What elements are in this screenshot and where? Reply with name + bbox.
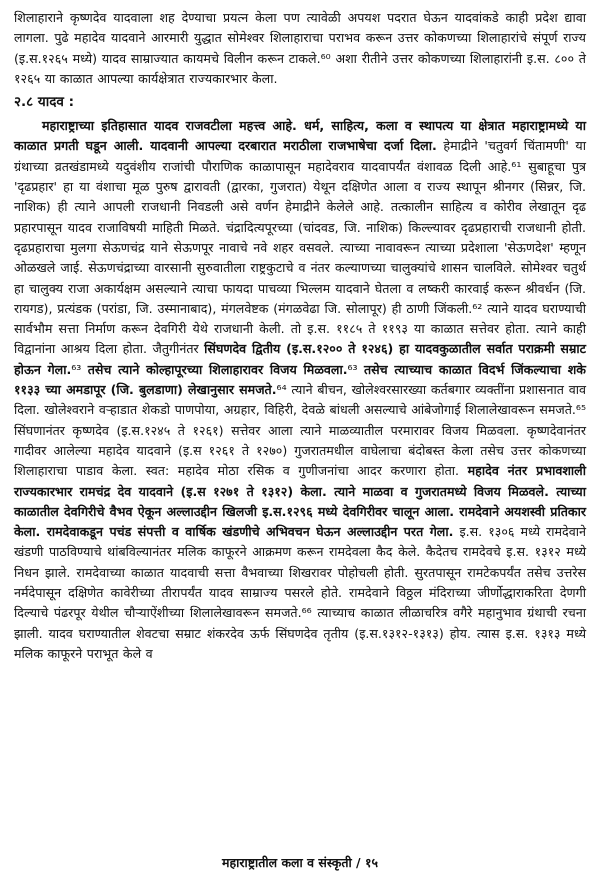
text-run: ⁶³ [71, 361, 88, 377]
bold-text-run: तसेच त्याने कोल्हापूरच्या शिलाहारावर विजय मिळवला. [87, 361, 348, 377]
bold-text-run: तसेच त्याच्याच काळात विदर्भ जिंकल्याचा शके ११३३ च्या अमडापूर (जि. बुलडाणा) लेखानुसार समजते. [14, 361, 586, 398]
bold-text-run: महाराष्ट्राच्या इतिहासात यादव राजवटीला महत्त्व आहे. धर्म, साहित्य, कला व स्थापत्य या क्षेत्रात महाराष्ट्रामध्ये या काळात प्रगती घडून आली. यादवानी आपल्या दरबारात मराठीला राजभाषेचा दर्जा दिला. [14, 118, 586, 154]
bold-text-run: महादेव नंतर प्रभावशाली राज्यकारभार रामचंद्र देव यादवाने (इ.स १२७१ ते १३१२) केला. त्याने माळवा व गुजरातमध्ये विजय मिळवले. त्याच्या काळातील देवगिरीचे वैभव ऐकून अल्लाउद्दीन खिलजी इ.स.१२९६ मध्ये देवगिरीवर चालून आला. रामदेवाने अयशस्वी प्रतिकार केला. रामदेवाकडून पचंड संपत्ती व वार्षिक खंडणीचे अभिवचन घेऊन अल्लाउद्दीन परत गेला. [14, 463, 586, 540]
text-run: ⁶⁴ त्याने बीचन, खोलेश्वरसारख्या कर्तबगार व्यक्तींना प्रशासनात वाव दिला. खोलेश्वराने वऱ्हाडात शेकडो पाणपोया, अग्रहार, विहिरी, देवळे बांधली असल्याचे आंबेजोगाई शिलालेखावरून समजते.⁶⁵ सिंघणानंतर कृष्णदेव (इ.स.१२४५ ते १२६१) सत्तेवर आला त्याने माळव्यातील परमारावर विजय मिळवला. कृष्णदेवानंतर गादीवर आलेल्या महादेव यादवाने (इ.स १२६१ ते १२७०) गुजरातमधील वाघेलाचा बंदोबस्त केला तसेच उत्तर कोकणच्या शिलाहाराचा पाडाव केला. स्वत: महादेव मोठा रसिक व गुणीजनांचा आदर करणारा होता. [14, 382, 586, 479]
section-heading: २.८ यादव : [14, 94, 74, 111]
text-run: ⁶³ [347, 361, 364, 377]
text-run: इ.स. १३०६ मध्ये रामदेवाने खंडणी पाठविण्याचे थांबविल्यानंतर मलिक काफूरने आक्रमण करून रामदेवला कैद केले. कैदेतच रामदेवचे इ.स. १३१२ मध्ये निधन झाले. रामदेवाच्या काळात यादवाची सत्ता वैभवाच्या शिखरावर पोहोचली होती. सुरतपासून रामटेकपर्यंत तसेच उत्तरेस नर्मदेपासून दक्षिणेत कावेरीच्या तीरापर्यंत यादव साम्राज्य पसरले होते. रामदेवाने विठ्ठल मंदिराच्या जीर्णोद्धाराकरिता देणगी दिल्याचे पंढरपूर येथील चौऱ्याऐंशीच्या शिलालेखावरून समजते.⁶⁶ त्याच्याच काळात लीळाचरित्र वगैरे महानुभाव ग्रंथाची रचना झाली. यादव घराण्यातील शेवटचा सम्राट शंकरदेव ऊर्फ सिंघणदेव तृतीय (इ.स.१३१२-१३१३) होय. त्यास इ.स. १३१३ मध्ये मलिक काफूरने पराभूत केले व [14, 524, 586, 661]
page-footer: महाराष्ट्रातील कला व संस्कृती / १५ [222, 855, 378, 870]
intro-paragraph: शिलाहाराने कृष्णदेव यादवाला शह देण्याचा प्रयत्न केला पण त्यावेळी अपयश पदरात घेऊन यादवांकडे काही प्रदेश द्यावा लागला. पुढे महादेव यादवाने आरमारी युद्धात सोमेश्वर शिलाहाराचा पराभव करून उत्तर कोकणच्या शिलाहारांचे संपूर्ण राज्य (इ.स.१२६५ मध्ये) यादव साम्राज्यात कायमचे विलीन करून टाकले.⁶⁰ अशा रीतीने उत्तर कोकणच्या शिलाहारांनी इ.स. ८०० ते १२६५ या काळात आपल्या कार्यक्षेत्रात राज्यकारभार केला. [14, 10, 586, 86]
text-run: हेमाद्रीने 'चतुवर्ग चिंतामणी' या ग्रंथाच्या व्रतखंडामध्ये यदुवंशीय राजांची पौराणिक काळापासून महादेवराव यादवापर्यंत वंशावळ दिली आहे.⁶¹ सुबाहूचा पुत्र 'दृढप्रहार' हा या वंशाचा मूळ पुरुष द्वारावती (द्वारका, गुजरात) येथून दक्षिणेत आला व राज्य स्थापून श्रीनगर (सिन्नर, जि. नाशिक) ही त्याने आपली राजधानी निवडली असे वर्णन हेमाद्रीने केलेले आहे. तत्कालीन साहित्य व कोरीव लेखातून दृढ प्रहारपासून यादव राजाविषयी माहिती मिळते. चंद्रादित्यपूरच्या (चांदवड, जि. नाशिक) किल्ल्यावर दृढप्रहाराची राजधानी होती. दृढप्रहाराचा मुलगा सेऊणचंद्र याने सेऊणपूर नावाचे नवे शहर वसवले. त्याच्या नावावरून त्याच्या प्रदेशाला 'सेऊणदेश' म्हणून ओळखले जाई. सेऊणचंद्राच्या वारसानी सुरुवातीला राष्ट्रकुटाचे व नंतर कल्याणच्या चालुक्यांचे शासन चालविले. सोमेश्वर चतुर्थ हा चालुक्य राजा अकार्यक्षम असल्याने त्याचा फायदा पाचव्या भिल्लम यादवाने घेतला व लष्करी कारवाई करून श्रीवर्धन (जि. रायगड), प्रत्यंडक (परांडा, जि. उस्मानाबाद), मंगलवेष्टक (मंगळवेढा जि. सोलापूर) ही ठाणी जिंकली.⁶² त्याने यादव घराण्याची सार्वभौम सत्ता निर्माण करून देवगिरी येथे राजधानी केली. तो इ.स. ११८५ ते ११९३ या काळात सत्तेवर होता. त्याने काही विद्वानांना आश्रय दिला होता. जैतुगीनंतर [14, 138, 586, 357]
main-paragraph [14, 116, 586, 664]
bold-text-run: सिंघणदेव द्वितीय (इ.स.१२०० ते १२४६) हा यादवकुळातील सर्वात पराक्रमी सम्राट होऊन गेला. [14, 341, 586, 377]
